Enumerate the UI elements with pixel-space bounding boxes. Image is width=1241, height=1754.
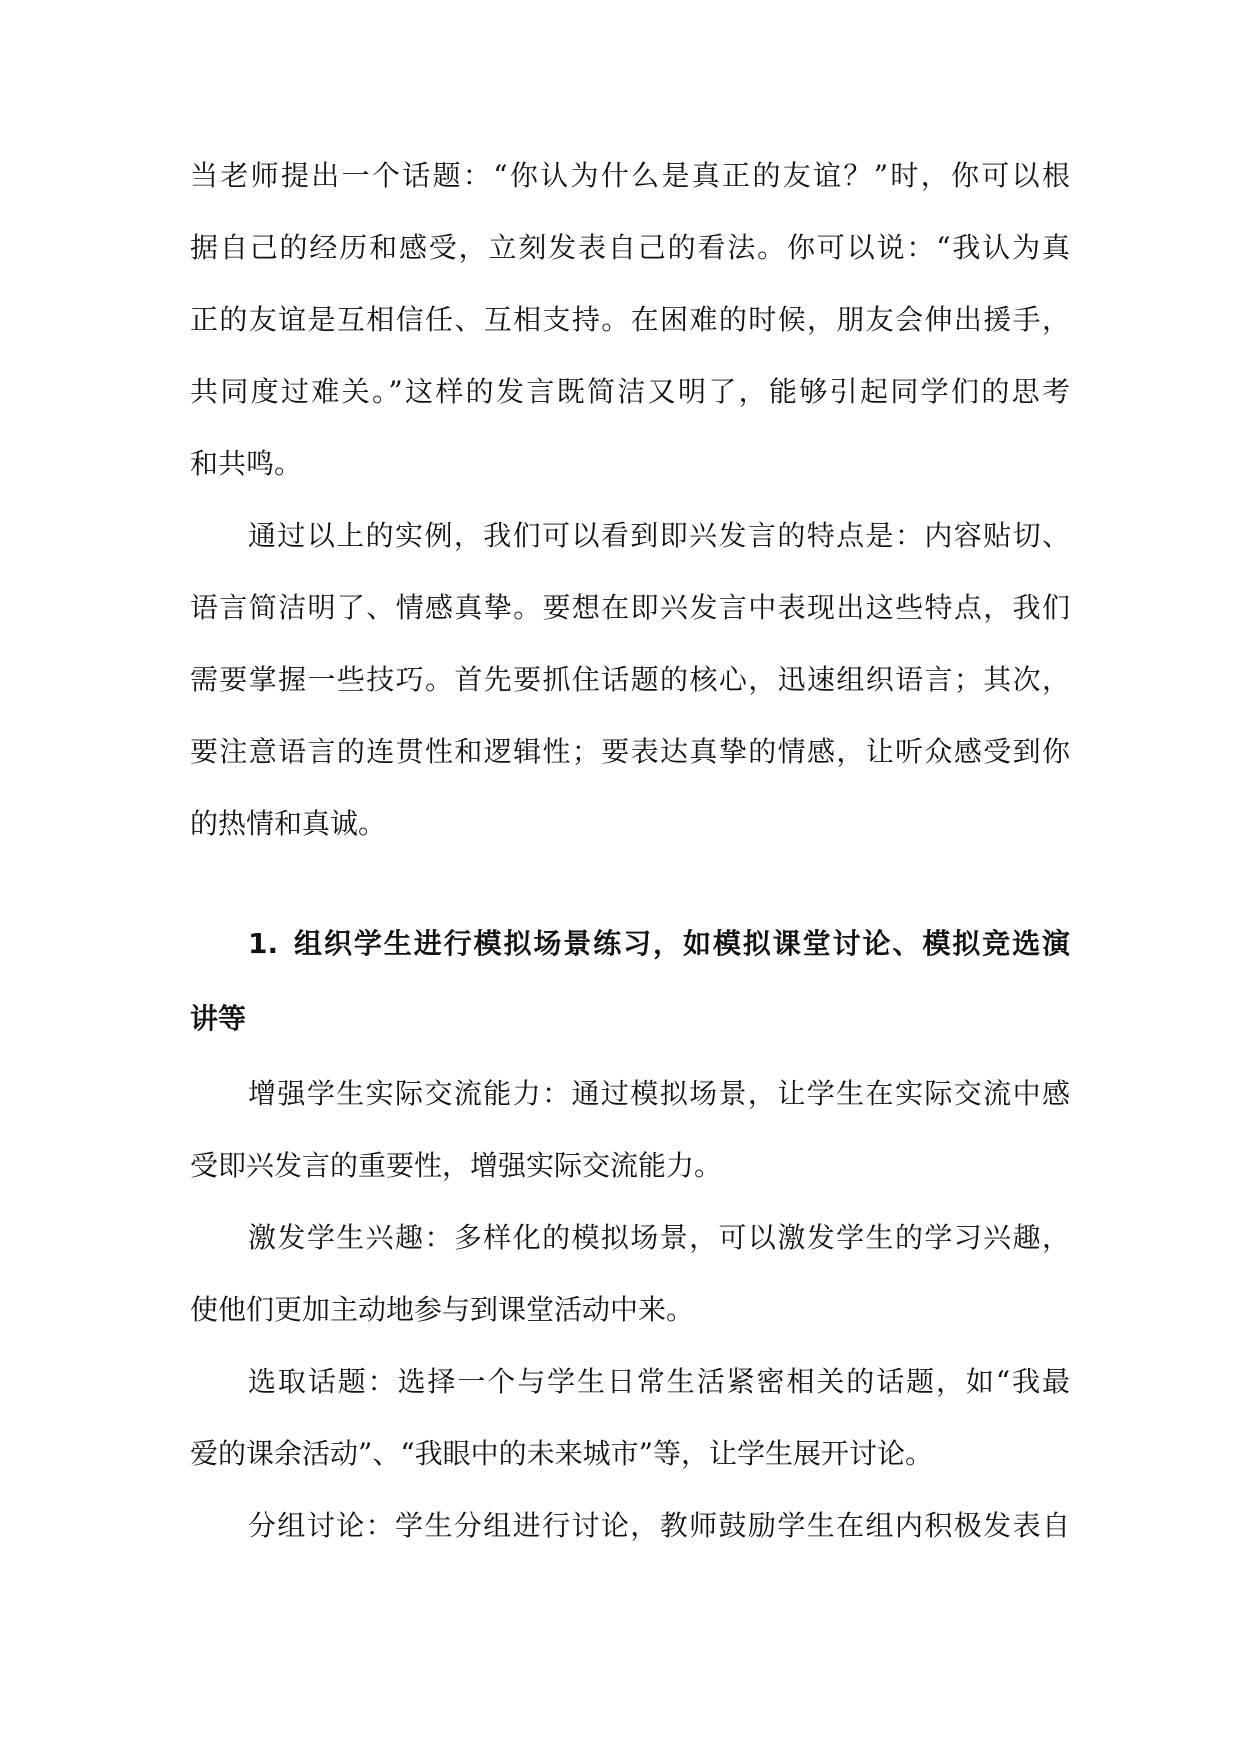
paragraph-student-interest <box>190 1208 1070 1352</box>
document-body <box>190 146 1070 1568</box>
text-line: 的热情和真诚。 <box>190 807 387 840</box>
text-line: 和共鸣。 <box>190 447 303 480</box>
paragraph-friendship-example <box>190 146 1070 506</box>
heading-line: 讲等 <box>190 1002 247 1035</box>
text-line: 激发学生兴趣：多样化的模拟场景，可以激发学生的学习兴趣， <box>248 1221 1070 1254</box>
section-heading <box>190 914 1070 1064</box>
text-line: 通过以上的实例，我们可以看到即兴发言的特点是：内容贴切、 <box>248 519 1070 552</box>
text-line: 分组讨论：学生分组进行讨论，教师鼓励学生在组内积极发表自 <box>248 1509 1070 1542</box>
text-line: 受即兴发言的重要性，增强实际交流能力。 <box>190 1149 723 1182</box>
heading-text: 组织学生进行模拟场景练习，如模拟课堂讨论、模拟竞选演 <box>292 927 1070 960</box>
text-line: 语言简洁明了、情感真挚。要想在即兴发言中表现出这些特点，我们 <box>190 591 1070 624</box>
paragraph-speech-features <box>190 506 1070 866</box>
text-line: 正的友谊是互相信任、互相支持。在困难的时候，朋友会伸出援手， <box>190 303 1070 336</box>
text-line: 要注意语言的连贯性和逻辑性；要表达真挚的情感，让听众感受到你 <box>190 735 1070 768</box>
text-line: 当老师提出一个话题：“你认为什么是真正的友谊？”时，你可以根 <box>190 159 1070 192</box>
heading-number: 1. <box>248 927 279 960</box>
text-line: 共同度过难关。”这样的发言既简洁又明了，能够引起同学们的思考 <box>190 375 1070 408</box>
text-line: 据自己的经历和感受，立刻发表自己的看法。你可以说：“我认为真 <box>190 231 1070 264</box>
paragraph-communication-ability <box>190 1064 1070 1208</box>
heading-line <box>190 914 1070 989</box>
paragraph-topic-selection <box>190 1352 1070 1496</box>
text-line: 使他们更加主动地参与到课堂活动中来。 <box>190 1293 695 1326</box>
text-line: 爱的课余活动”、“我眼中的未来城市”等，让学生展开讨论。 <box>190 1437 933 1470</box>
text-line: 增强学生实际交流能力：通过模拟场景，让学生在实际交流中感 <box>248 1077 1070 1110</box>
text-line: 选取话题：选择一个与学生日常生活紧密相关的话题，如“我最 <box>248 1365 1070 1398</box>
paragraph-group-discussion <box>190 1496 1070 1568</box>
text-line: 需要掌握一些技巧。首先要抓住话题的核心，迅速组织语言；其次， <box>190 663 1070 696</box>
